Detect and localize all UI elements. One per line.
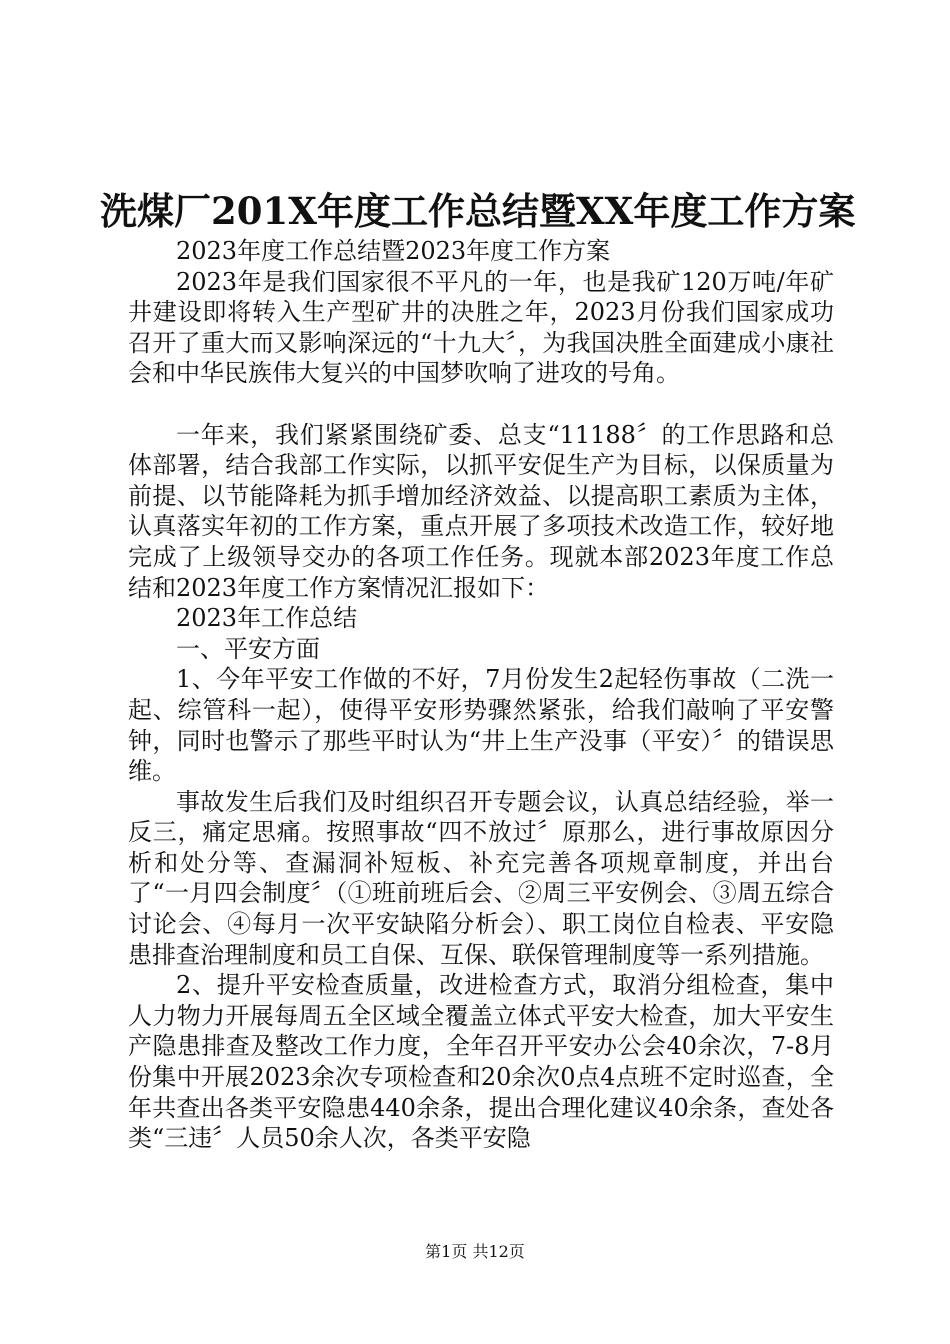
document-body bbox=[128, 236, 834, 1154]
paragraph-overview: 一年来，我们紧紧围绕矿委、总支“11188〞的工作思路和总体部署，结合我部工作实际，以抓平安促生产为目标，以保质量为前提、以节能降耗为抓手增加经济效益、以提高职工素质为主体，认真落实年初的工作方案，重点开展了多项技术改造工作，较好地完成了上级领导交办的各项工作任务。现就本部2023年度工作总结和2023年度工作方案情况汇报如下： bbox=[128, 420, 834, 602]
paragraph-subtitle: 2023年度工作总结暨2023年度工作方案 bbox=[176, 237, 611, 265]
paragraph-safety-measures: 事故发生后我们及时组织召开专题会议，认真总结经验，举一反三，痛定思痛。按照事故“四不放过〞原那么，进行事故原因分析和处分等、查漏洞补短板、补充完善各项规章制度，并出台了“一月四会制度〞（①班前班后会、②周三平安例会、③周五综合讨论会、④每月一次平安缺陷分析会）、职工岗位自检表、平安隐患排查治理制度和员工自保、互保、联保管理制度等一系列措施。 bbox=[128, 787, 834, 969]
paragraph-safety-1: 1、今年平安工作做的不好，7月份发生2起轻伤事故（二洗一起、综管科一起），使得平安形势骤然紧张，给我们敲响了平安警钟，同时也警示了那些平时认为“井上生产没事（平安）〞的错误思维。 bbox=[128, 665, 834, 786]
document-title: 洗煤厂201X年度工作总结暨XX年度工作方案 bbox=[100, 189, 856, 233]
paragraph-intro: 2023年是我们国家很不平凡的一年，也是我矿120万吨/年矿井建设即将转入生产型矿井的决胜之年，2023月份我们国家成功召开了重大而又影响深远的“十九大〞，为我国决胜全面建成小康社会和中华民族伟大复兴的中国梦吹响了进攻的号角。 bbox=[128, 267, 834, 388]
section-heading-summary: 2023年工作总结 bbox=[176, 604, 358, 633]
paragraph-safety-2: 2、提升平安检查质量，改进检查方式，取消分组检查，集中人力物力开展每周五全区域全覆盖立体式平安大检查，加大平安生产隐患排查及整改工作力度，全年召开平安办公会40余次，7-8月份集中开展2023余次专项检查和20余次0点4点班不定时巡查，全年共查出各类平安隐患440余条，提出合理化建议40余条，查处各类“三违〞人员50余人次，各类平安隐 bbox=[128, 971, 834, 1153]
section-heading-safety: 一、平安方面 bbox=[176, 634, 320, 663]
page-footer: 第1页 共12页 bbox=[425, 1242, 525, 1261]
